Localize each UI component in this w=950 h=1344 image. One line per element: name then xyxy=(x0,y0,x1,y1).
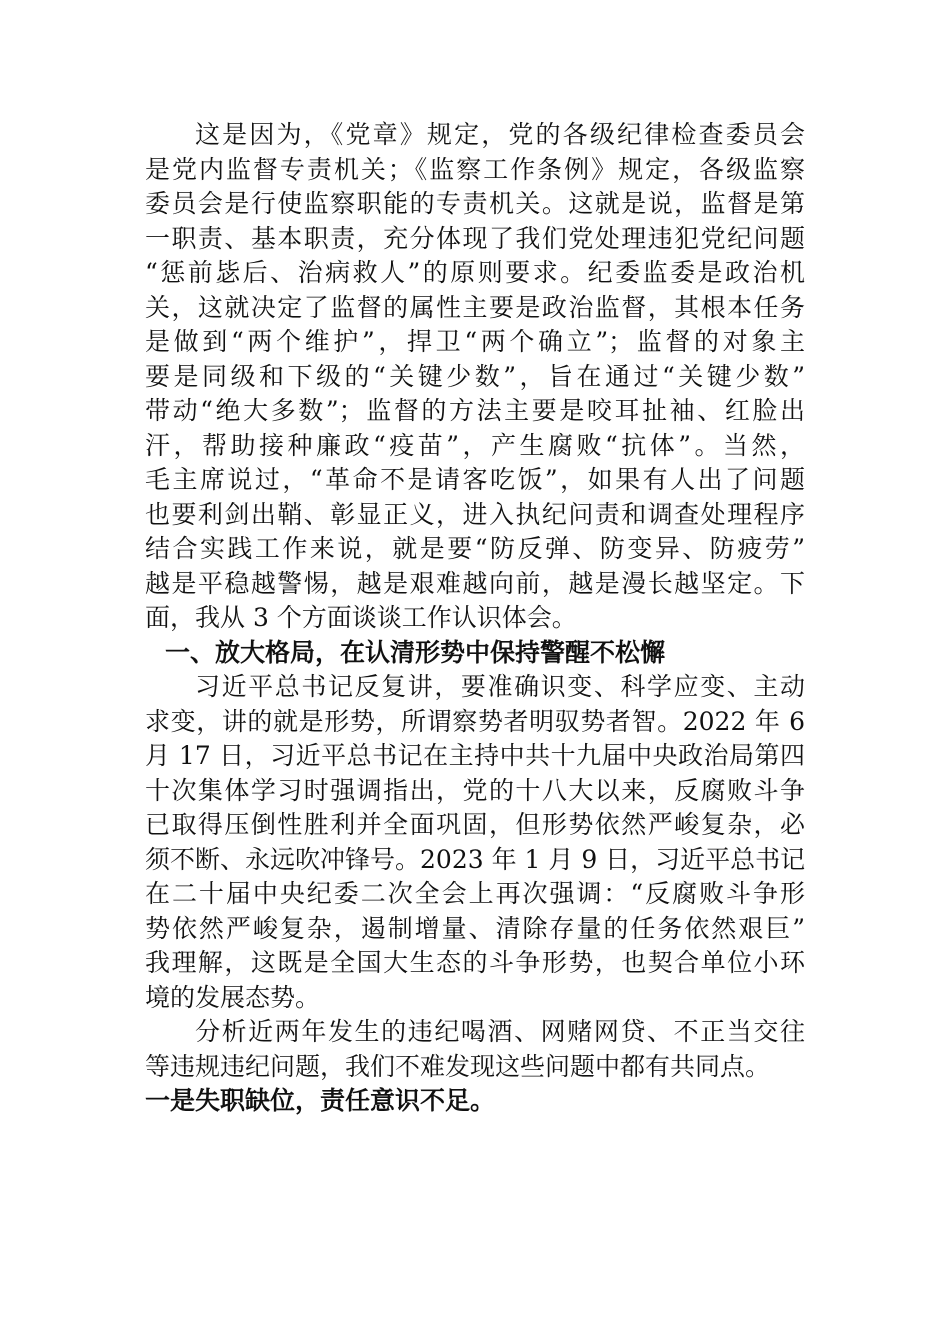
text-line: 关，这就决定了监督的属性主要是政治监督，其根本任务 xyxy=(145,292,805,322)
paragraph-2 xyxy=(145,670,805,1015)
text-line: 十次集体学习时强调指出，党的十八大以来，反腐败斗争 xyxy=(145,775,805,805)
text-line: 汗，帮助接种廉政“疫苗”，产生腐败“抗体”。当然， xyxy=(145,430,805,460)
section-heading: 一、放大格局，在认清形势中保持警醒不松懈 xyxy=(165,637,666,667)
text-line: 这是因为，《党章》规定，党的各级纪律检查委员会 xyxy=(195,120,805,149)
text-line: 分析近两年发生的违纪喝酒、网赌网贷、不正当交往 xyxy=(195,1017,805,1046)
text-line: 结合实践工作来说，就是要“防反弹、防变异、防疲劳” xyxy=(145,534,805,563)
text-line: “惩前毖后、治病救人”的原则要求。纪委监委是政治机 xyxy=(145,258,805,287)
text-line: 须不断、永远吹冲锋号。2023 年 1 月 9 日，习近平总书记 xyxy=(145,844,806,874)
text-line: 越是平稳越警惕，越是艰难越向前，越是漫长越坚定。下 xyxy=(145,568,805,598)
text-line: 求变，讲的就是形势，所谓察势者明驭势者智。2022 年 6 xyxy=(145,706,805,736)
text-line: 面，我从 3 个方面谈谈工作认识体会。 xyxy=(145,603,577,632)
text-line: 月 17 日，习近平总书记在主持中共十九届中央政治局第四 xyxy=(145,741,805,770)
text-line: 境的发展态势。 xyxy=(145,982,321,1012)
text-line: 是做到“两个维护”，捍卫“两个确立”；监督的对象主 xyxy=(145,327,805,356)
document-body xyxy=(145,118,805,1119)
text-line: 习近平总书记反复讲，要准确识变、科学应变、主动 xyxy=(195,672,805,701)
text-line: 委员会是行使监察职能的专责机关。这就是说，监督是第 xyxy=(145,189,805,218)
text-line: 在二十届中央纪委二次全会上再次强调：“反腐败斗争形 xyxy=(145,879,805,908)
text-line: 势依然严峻复杂，遏制增量、清除存量的任务依然艰巨” xyxy=(145,913,805,943)
text-line: 一职责、基本职责，充分体现了我们党处理违犯党纪问题 xyxy=(145,223,805,253)
text-line: 带动“绝大多数”；监督的方法主要是咬耳扯袖、红脸出 xyxy=(145,396,805,425)
text-line: 已取得压倒性胜利并全面巩固，但形势依然严峻复杂，必 xyxy=(145,810,805,839)
text-line: 要是同级和下级的“关键少数”，旨在通过“关键少数” xyxy=(145,361,805,391)
text-line: 是党内监督专责机关；《监察工作条例》规定，各级监察 xyxy=(145,154,805,184)
paragraph-3 xyxy=(145,1015,805,1084)
bold-subheading: 一是失职缺位，责任意识不足。 xyxy=(145,1086,496,1115)
text-line: 我理解，这既是全国大生态的斗争形势，也契合单位小环 xyxy=(145,948,805,977)
text-line: 等违规违纪问题，我们不难发现这些问题中都有共同点。 xyxy=(145,1051,771,1081)
paragraph-1 xyxy=(145,118,805,636)
text-line: 毛主席说过，“革命不是请客吃饭”，如果有人出了问题 xyxy=(145,465,805,494)
text-line: 也要利剑出鞘、彰显正义，进入执纪问责和调查处理程序 xyxy=(145,499,805,529)
